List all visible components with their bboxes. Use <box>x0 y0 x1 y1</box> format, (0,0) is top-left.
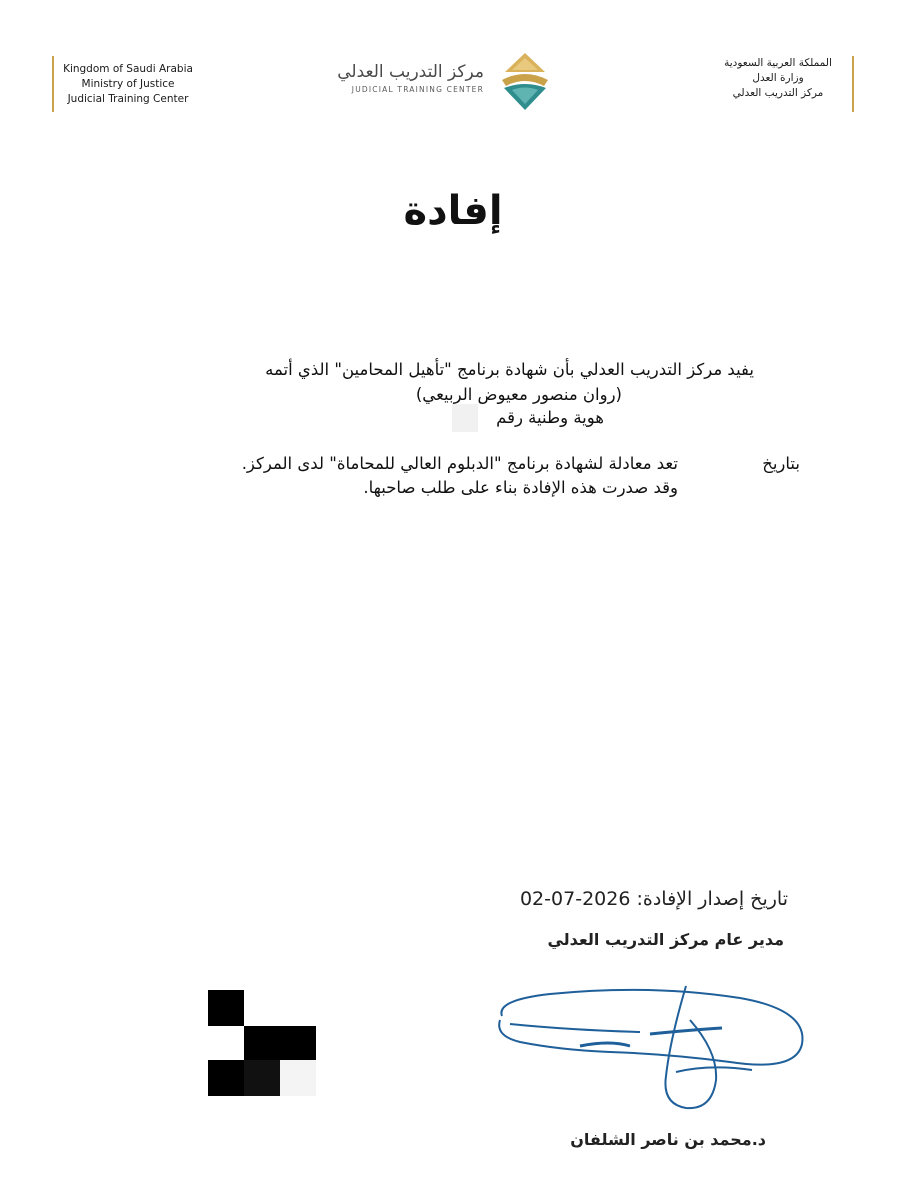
logo-arabic-text: مركز التدريب العدلي <box>337 62 484 82</box>
center-logo <box>337 50 556 112</box>
body-line-program: يفيد مركز التدريب العدلي بأن شهادة برنامج "تأهيل المحامين" الذي أتمه <box>265 360 754 379</box>
header-left-divider <box>52 56 54 112</box>
director-title: مدير عام مركز التدريب العدلي <box>547 930 784 949</box>
logo-english-text: JUDICIAL TRAINING CENTER <box>351 85 484 94</box>
body-line-person-name: (روان منصور معيوض الربيعي) <box>415 385 622 404</box>
qr-code <box>208 990 316 1096</box>
redacted-id-area <box>452 404 478 432</box>
header-arabic-block <box>708 56 848 101</box>
header-ar-line-kingdom: المملكة العربية السعودية <box>724 57 832 69</box>
body-line-date-label: بتاريخ <box>762 454 800 473</box>
signer-name: د.محمد بن ناصر الشلفان <box>570 1130 766 1149</box>
body-line-issued-on-request: وقد صدرت هذه الإفادة بناء على طلب صاحبها. <box>363 478 678 497</box>
header-en-line-ministry: Ministry of Justice <box>81 78 175 90</box>
header-en-line-kingdom: Kingdom of Saudi Arabia <box>63 63 193 75</box>
redacted-date-area <box>680 452 748 474</box>
body-line-equivalence: تعد معادلة لشهادة برنامج "الدبلوم العالي للمحاماة" لدى المركز. <box>241 454 678 473</box>
signature-image <box>490 980 820 1120</box>
header-right-divider <box>852 56 854 112</box>
header-ar-line-center: مركز التدريب العدلي <box>732 87 824 99</box>
issue-date: تاريخ إصدار الإفادة: 2026-07-02 <box>519 888 788 910</box>
document-title: إفادة <box>403 188 503 234</box>
header-en-line-center: Judicial Training Center <box>67 93 189 105</box>
header-english-block <box>58 62 198 107</box>
header-ar-line-ministry: وزارة العدل <box>752 72 804 84</box>
emblem-icon <box>494 50 556 112</box>
body-line-national-id: هوية وطنية رقم <box>496 408 604 427</box>
